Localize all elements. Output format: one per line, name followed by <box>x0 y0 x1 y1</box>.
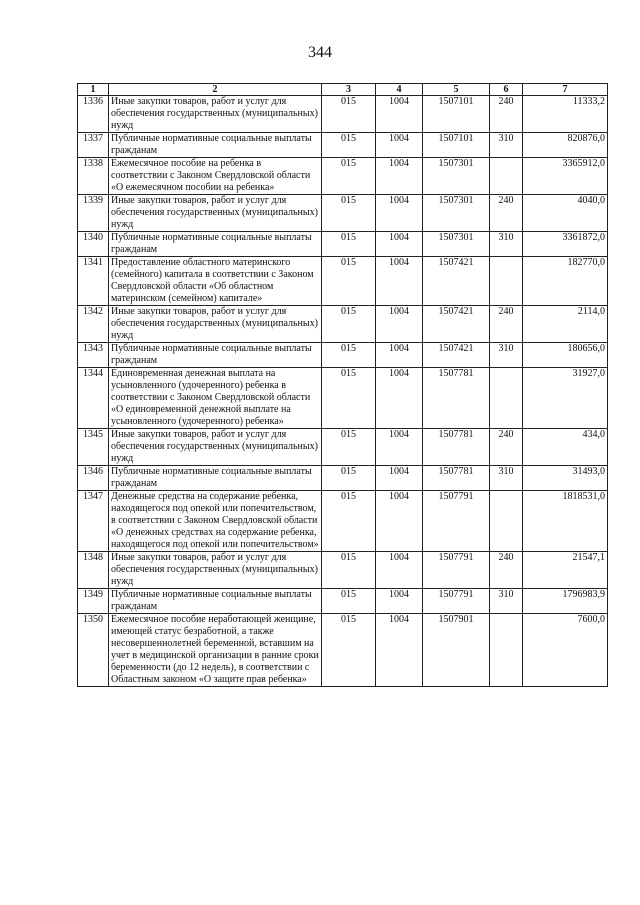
header-col-7: 7 <box>523 84 608 96</box>
row-code-6 <box>490 257 523 306</box>
row-code-6 <box>490 491 523 552</box>
row-sum: 31493,0 <box>523 466 608 491</box>
row-code-3: 015 <box>322 133 376 158</box>
row-number: 1347 <box>78 491 109 552</box>
row-code-4: 1004 <box>376 96 423 133</box>
row-code-6: 310 <box>490 133 523 158</box>
row-code-4: 1004 <box>376 429 423 466</box>
table-body <box>78 96 608 687</box>
row-code-6: 240 <box>490 306 523 343</box>
header-col-2: 2 <box>109 84 322 96</box>
row-name: Публичные нормативные социальные выплаты гражданам <box>109 589 322 614</box>
row-number: 1341 <box>78 257 109 306</box>
row-code-4: 1004 <box>376 133 423 158</box>
table-row <box>78 232 608 257</box>
row-code-6: 240 <box>490 552 523 589</box>
table-row <box>78 133 608 158</box>
row-code-4: 1004 <box>376 552 423 589</box>
row-code-5: 1507791 <box>423 552 490 589</box>
row-number: 1338 <box>78 158 109 195</box>
table-row <box>78 195 608 232</box>
row-number: 1348 <box>78 552 109 589</box>
row-code-4: 1004 <box>376 257 423 306</box>
row-name: Предоставление областного материнского (семейного) капитала в соответствии с Законом Свердловской области «Об областном материнском (семейном) капитале» <box>109 257 322 306</box>
row-name: Иные закупки товаров, работ и услуг для обеспечения государственных (муниципальных) нужд <box>109 306 322 343</box>
row-code-4: 1004 <box>376 195 423 232</box>
table-row <box>78 368 608 429</box>
row-number: 1344 <box>78 368 109 429</box>
row-number: 1346 <box>78 466 109 491</box>
table-row <box>78 466 608 491</box>
row-sum: 3361872,0 <box>523 232 608 257</box>
row-code-5: 1507421 <box>423 306 490 343</box>
header-row <box>78 84 608 96</box>
row-code-6 <box>490 368 523 429</box>
row-sum: 434,0 <box>523 429 608 466</box>
row-code-3: 015 <box>322 466 376 491</box>
row-code-3: 015 <box>322 491 376 552</box>
row-sum: 31927,0 <box>523 368 608 429</box>
row-name: Публичные нормативные социальные выплаты гражданам <box>109 133 322 158</box>
row-number: 1340 <box>78 232 109 257</box>
row-number: 1350 <box>78 614 109 687</box>
row-code-5: 1507781 <box>423 368 490 429</box>
row-code-5: 1507781 <box>423 429 490 466</box>
row-code-5: 1507101 <box>423 133 490 158</box>
row-code-6 <box>490 158 523 195</box>
row-number: 1339 <box>78 195 109 232</box>
header-col-3: 3 <box>322 84 376 96</box>
row-code-4: 1004 <box>376 343 423 368</box>
row-code-6: 310 <box>490 466 523 491</box>
row-sum: 1796983,9 <box>523 589 608 614</box>
row-name: Иные закупки товаров, работ и услуг для обеспечения государственных (муниципальных) нужд <box>109 96 322 133</box>
row-sum: 180656,0 <box>523 343 608 368</box>
table-row <box>78 158 608 195</box>
row-number: 1337 <box>78 133 109 158</box>
row-code-3: 015 <box>322 552 376 589</box>
table-row <box>78 589 608 614</box>
header-col-4: 4 <box>376 84 423 96</box>
table-row <box>78 257 608 306</box>
table-row <box>78 429 608 466</box>
row-code-4: 1004 <box>376 491 423 552</box>
row-code-3: 015 <box>322 429 376 466</box>
page-number: 344 <box>308 44 332 61</box>
row-sum: 3365912,0 <box>523 158 608 195</box>
row-code-6 <box>490 614 523 687</box>
row-code-3: 015 <box>322 614 376 687</box>
row-code-6: 310 <box>490 232 523 257</box>
row-sum: 21547,1 <box>523 552 608 589</box>
row-number: 1343 <box>78 343 109 368</box>
table-row <box>78 343 608 368</box>
row-code-5: 1507421 <box>423 343 490 368</box>
row-number: 1342 <box>78 306 109 343</box>
row-code-3: 015 <box>322 368 376 429</box>
row-number: 1349 <box>78 589 109 614</box>
row-code-3: 015 <box>322 589 376 614</box>
row-sum: 11333,2 <box>523 96 608 133</box>
row-name: Единовременная денежная выплата на усыновленного (удочеренного) ребенка в соответствии с Законом Свердловской области «О единовременной денежной выплате на усыновленного (удочеренного) ребенка» <box>109 368 322 429</box>
row-name: Публичные нормативные социальные выплаты гражданам <box>109 343 322 368</box>
row-code-6: 310 <box>490 343 523 368</box>
row-code-6: 240 <box>490 96 523 133</box>
table-row <box>78 614 608 687</box>
row-name: Ежемесячное пособие на ребенка в соответствии с Законом Свердловской области «О ежемесячном пособии на ребенка» <box>109 158 322 195</box>
row-code-5: 1507901 <box>423 614 490 687</box>
row-code-3: 015 <box>322 195 376 232</box>
table-row <box>78 306 608 343</box>
table-row <box>78 552 608 589</box>
row-code-6: 310 <box>490 589 523 614</box>
row-code-4: 1004 <box>376 589 423 614</box>
row-code-5: 1507791 <box>423 589 490 614</box>
row-code-3: 015 <box>322 158 376 195</box>
row-code-4: 1004 <box>376 158 423 195</box>
row-code-3: 015 <box>322 257 376 306</box>
row-name: Иные закупки товаров, работ и услуг для обеспечения государственных (муниципальных) нужд <box>109 552 322 589</box>
row-sum: 4040,0 <box>523 195 608 232</box>
row-code-4: 1004 <box>376 232 423 257</box>
row-name: Денежные средства на содержание ребенка, находящегося под опекой или попечительством, в соответствии с Законом Свердловской области «О денежных средствах на содержание ребенка, находящегося под опекой или попечительством» <box>109 491 322 552</box>
row-code-3: 015 <box>322 306 376 343</box>
header-col-5: 5 <box>423 84 490 96</box>
row-number: 1336 <box>78 96 109 133</box>
row-code-5: 1507301 <box>423 158 490 195</box>
table-row <box>78 96 608 133</box>
row-code-5: 1507781 <box>423 466 490 491</box>
row-number: 1345 <box>78 429 109 466</box>
table-row <box>78 491 608 552</box>
row-code-3: 015 <box>322 232 376 257</box>
row-code-4: 1004 <box>376 306 423 343</box>
row-name: Публичные нормативные социальные выплаты гражданам <box>109 466 322 491</box>
row-code-5: 1507791 <box>423 491 490 552</box>
row-name: Иные закупки товаров, работ и услуг для обеспечения государственных (муниципальных) нужд <box>109 195 322 232</box>
row-sum: 820876,0 <box>523 133 608 158</box>
row-code-4: 1004 <box>376 614 423 687</box>
header-col-6: 6 <box>490 84 523 96</box>
row-sum: 2114,0 <box>523 306 608 343</box>
row-code-6: 240 <box>490 195 523 232</box>
row-code-5: 1507301 <box>423 195 490 232</box>
row-code-6: 240 <box>490 429 523 466</box>
row-code-5: 1507301 <box>423 232 490 257</box>
row-code-4: 1004 <box>376 466 423 491</box>
row-code-4: 1004 <box>376 368 423 429</box>
row-sum: 1818531,0 <box>523 491 608 552</box>
row-sum: 182770,0 <box>523 257 608 306</box>
row-code-3: 015 <box>322 343 376 368</box>
row-code-3: 015 <box>322 96 376 133</box>
header-col-1: 1 <box>78 84 109 96</box>
row-sum: 7600,0 <box>523 614 608 687</box>
row-code-5: 1507421 <box>423 257 490 306</box>
row-code-5: 1507101 <box>423 96 490 133</box>
row-name: Иные закупки товаров, работ и услуг для обеспечения государственных (муниципальных) нужд <box>109 429 322 466</box>
row-name: Ежемесячное пособие неработающей женщине, имеющей статус безработной, а также несовершеннолетней беременной, вставшим на учет в медицинской организации в ранние сроки беременности (до 12 недель), в соответствии с Областным законом «О защите прав ребенка» <box>109 614 322 687</box>
budget-table <box>77 83 608 687</box>
row-name: Публичные нормативные социальные выплаты гражданам <box>109 232 322 257</box>
